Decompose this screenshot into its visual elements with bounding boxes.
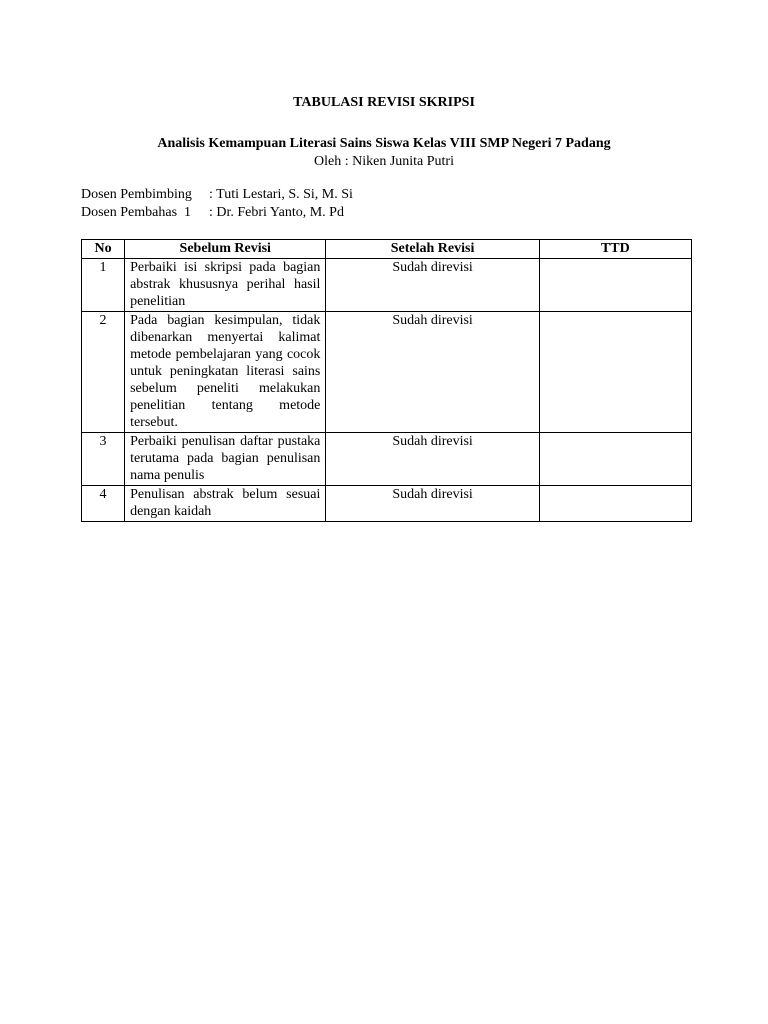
cell-after-revision: Sudah direvisi [326,312,539,433]
header-ttd: TTD [539,240,691,259]
supervisor-block [81,186,353,222]
header-no: No [82,240,125,259]
supervisor-value: : Dr. Febri Yanto, M. Pd [209,205,344,220]
document-subtitle: Analisis Kemampuan Literasi Sains Siswa Kelas VIII SMP Negeri 7 Padang [157,136,611,151]
supervisor-row-pembahas [81,204,353,222]
document-title: TABULASI REVISI SKRIPSI [293,95,475,110]
table-row [82,259,692,312]
cell-before-revision: Penulisan abstrak belum sesuai dengan kaidah [125,486,326,522]
header-after-revision: Setelah Revisi [326,240,539,259]
cell-after-revision: Sudah direvisi [326,486,539,522]
cell-no: 4 [82,486,125,522]
table-row [82,486,692,522]
supervisor-row-pembimbing [81,186,353,204]
cell-ttd [539,259,691,312]
cell-no: 3 [82,433,125,486]
cell-ttd [539,486,691,522]
cell-no: 2 [82,312,125,433]
cell-ttd [539,433,691,486]
supervisor-value: : Tuti Lestari, S. Si, M. Si [209,187,353,202]
cell-before-revision: Pada bagian kesimpulan, tidak dibenarkan menyertai kalimat metode pembelajaran yang cocok untuk peningkatan literasi sains sebelum peneliti melakukan penelitian tentang metode tersebut. [125,312,326,433]
table-header-row [82,240,692,259]
cell-no: 1 [82,259,125,312]
document-author: Oleh : Niken Junita Putri [314,154,454,169]
cell-ttd [539,312,691,433]
cell-before-revision: Perbaiki penulisan daftar pustaka terutama pada bagian penulisan nama penulis [125,433,326,486]
cell-before-revision: Perbaiki isi skripsi pada bagian abstrak khususnya perihal hasil penelitian [125,259,326,312]
revision-table [81,239,692,522]
supervisor-label: Dosen Pembahas 1 [81,205,192,220]
cell-after-revision: Sudah direvisi [326,259,539,312]
header-before-revision: Sebelum Revisi [125,240,326,259]
table-row [82,433,692,486]
supervisor-label: Dosen Pembimbing [81,187,192,202]
table-row [82,312,692,433]
cell-after-revision: Sudah direvisi [326,433,539,486]
